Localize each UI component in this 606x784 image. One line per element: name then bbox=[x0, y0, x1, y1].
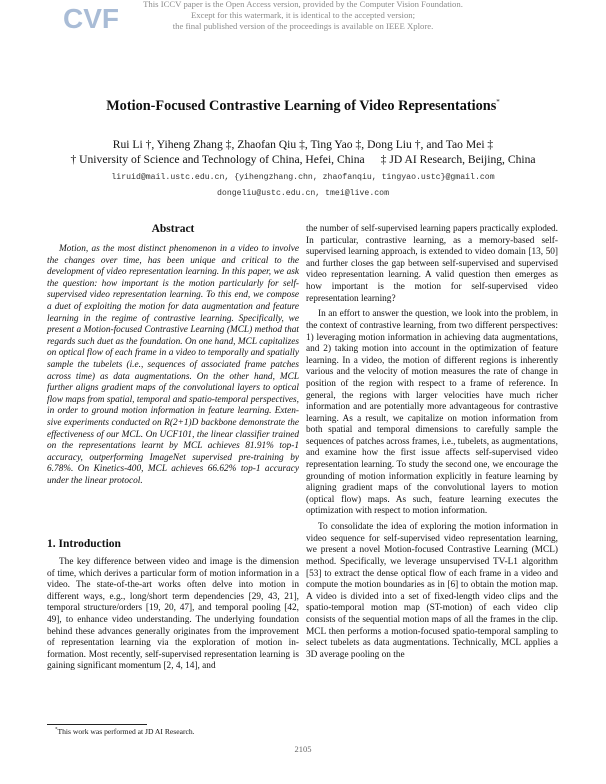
footnote-text: This work was performed at JD AI Research. bbox=[57, 727, 195, 736]
title-footnote-mark: * bbox=[496, 98, 500, 107]
watermark-line: Except for this watermark, it is identical to the accepted version; bbox=[190, 10, 416, 20]
abstract-text: Motion, as the most distinct phenomenon in a video to involve the changes over time, has been unique and critical to the development of video representation learning. In this paper, we ask the question: how important is the motion particularly for self-supervised video representation learning. To this end, we compose a duet of exploiting the motion for data augmentation and feature learning in the regime of contrastive learning. Specifically, we present a Motion-focused Contrastive Learning (MCL) method that regards such duet as the foundation. On one hand, MCL capitalizes on optical flow of each frame in a video to temporally and spatially sample the tubelets (i.e., sequences of associated frame patches across time) as data augmentations. On the other hand, MCL further aligns gradient maps of the convolutional layers to optical flow maps from spatial, temporal and spatio-temporal perspectives, in order to ground motion information in feature learning. Extensive experiments conducted on R(2+1)D backbone demonstrate the effectiveness of our MCL. On UCF101, the linear classifier trained on the representations learnt by MCL achieves 81.91% top-1 accuracy, outperforming ImageNet supervised pre-training by 6.78%. On Kinetics-400, MCL achieves 66.62% top-1 accuracy under the linear protocol. bbox=[47, 244, 299, 486]
watermark-line: This ICCV paper is the Open Access version, provided by the Computer Vision Foundation. bbox=[143, 0, 463, 9]
intro-paragraph: To consolidate the idea of exploring the motion information in video sequence for self-supervised video representation learning, we present a novel Motion-focused Contrastive Learning (MCL) method. Specifically, we leverage unsupervised TV-L1 algorithm [53] to extract the dense optical flow of each frame in a video and compute the motion boundaries as in [6] to obtain the motion map. A video is divided into a set of fixed-length video clips and the spatio-temporal motion map (ST-motion) of each video clip consists of the sequential motion maps of all the frames in the clip. MCL then performs a motion-focused spatio-temporal sampling to select tubelets as data augmentations. Technically, MCL applies a 3D average pooling on the bbox=[306, 522, 558, 660]
cvf-logo bbox=[63, 2, 119, 34]
author-emails bbox=[0, 170, 606, 201]
introduction-left bbox=[47, 557, 299, 673]
affiliations bbox=[0, 152, 606, 167]
intro-paragraph-continued: the number of self-supervised learning papers practically exploded. In particular, contrastive learning, as a memory-based self-supervised learning approach, is extended to video domain [13, 50] and further closes the gap between self-supervised and supervised video representation learning. A valid question then emerges as how important is the motion for self-supervised video representation learning? bbox=[306, 224, 558, 304]
abstract-heading: Abstract bbox=[151, 223, 195, 235]
email-line: liruid@mail.ustc.edu.cn, {yihengzhang.chn, zhaofanqiu, tingyao.ustc}@gmail.com bbox=[111, 173, 495, 182]
watermark-line: the final published version of the proceedings is available on IEEE Xplore. bbox=[172, 21, 434, 31]
intro-paragraph: In an effort to answer the question, we look into the problem, in the context of contrastive learning, from two different perspectives: 1) leveraging motion information in achieving data augmentations, and 2) taking motion into account in the optimization of feature learning. In a video, the motion of different regions is inherently various and the velocity of motion measures the rate of change in position of the region with respect to a frame of reference. In general, the regions with larger velocities have much richer information and are potentially more advantageous for contrastive learning. As a result, we capitalize on motion information from both spatial and temporal dimensions to carefully sample the sequences of patches across frames, i.e., tubelets, as augmentations, and examine how the first issue affects self-supervised video representation learning. To study the second one, we encourage the grounding of motion information explicitly in feature learning by aligning gradient maps of the convolutional layers to motion (optical flow) maps. As such, feature learning executes the optimization with respect to motion information. bbox=[306, 309, 558, 517]
svg-text:CVF: CVF bbox=[63, 3, 119, 34]
watermark bbox=[0, 0, 606, 45]
footnote-rule bbox=[47, 724, 147, 725]
page-number: 2105 bbox=[294, 744, 312, 754]
introduction-right bbox=[306, 224, 558, 661]
abstract-body bbox=[47, 244, 299, 487]
footnote bbox=[55, 727, 195, 736]
watermark-text bbox=[120, 0, 486, 32]
affiliation-ustc: † University of Science and Technology of China, Hefei, China bbox=[70, 153, 365, 166]
affiliation-jd: ‡ JD AI Research, Beijing, China bbox=[380, 153, 536, 166]
paper-title bbox=[0, 98, 606, 115]
email-line: dongeliu@ustc.edu.cn, tmei@live.com bbox=[217, 188, 389, 198]
introduction-heading: 1. Introduction bbox=[47, 538, 121, 550]
intro-paragraph: The key difference between video and image is the dimension of time, which derives a particular form of motion information in a video. The state-of-the-art works often delve into motion in different ways, e.g., long/short term dependencies [29, 43, 21], temporal structure/orders [19, 20, 47], and temporal pooling [42, 49], to enhance video understanding. The underlying foundation behind these advances generally originates from the improvement of representation learning via the exploration of motion information. Most recently, self-supervised representation learning is gaining significant momentum [2, 4, 14], and bbox=[47, 557, 299, 672]
author-list: Rui Li †, Yiheng Zhang ‡, Zhaofan Qiu ‡, Ting Yao ‡, Dong Liu †, and Tao Mei ‡ bbox=[112, 138, 494, 151]
title-text: Motion-Focused Contrastive Learning of Video Representations bbox=[106, 98, 497, 114]
footnote-mark: * bbox=[55, 727, 58, 733]
